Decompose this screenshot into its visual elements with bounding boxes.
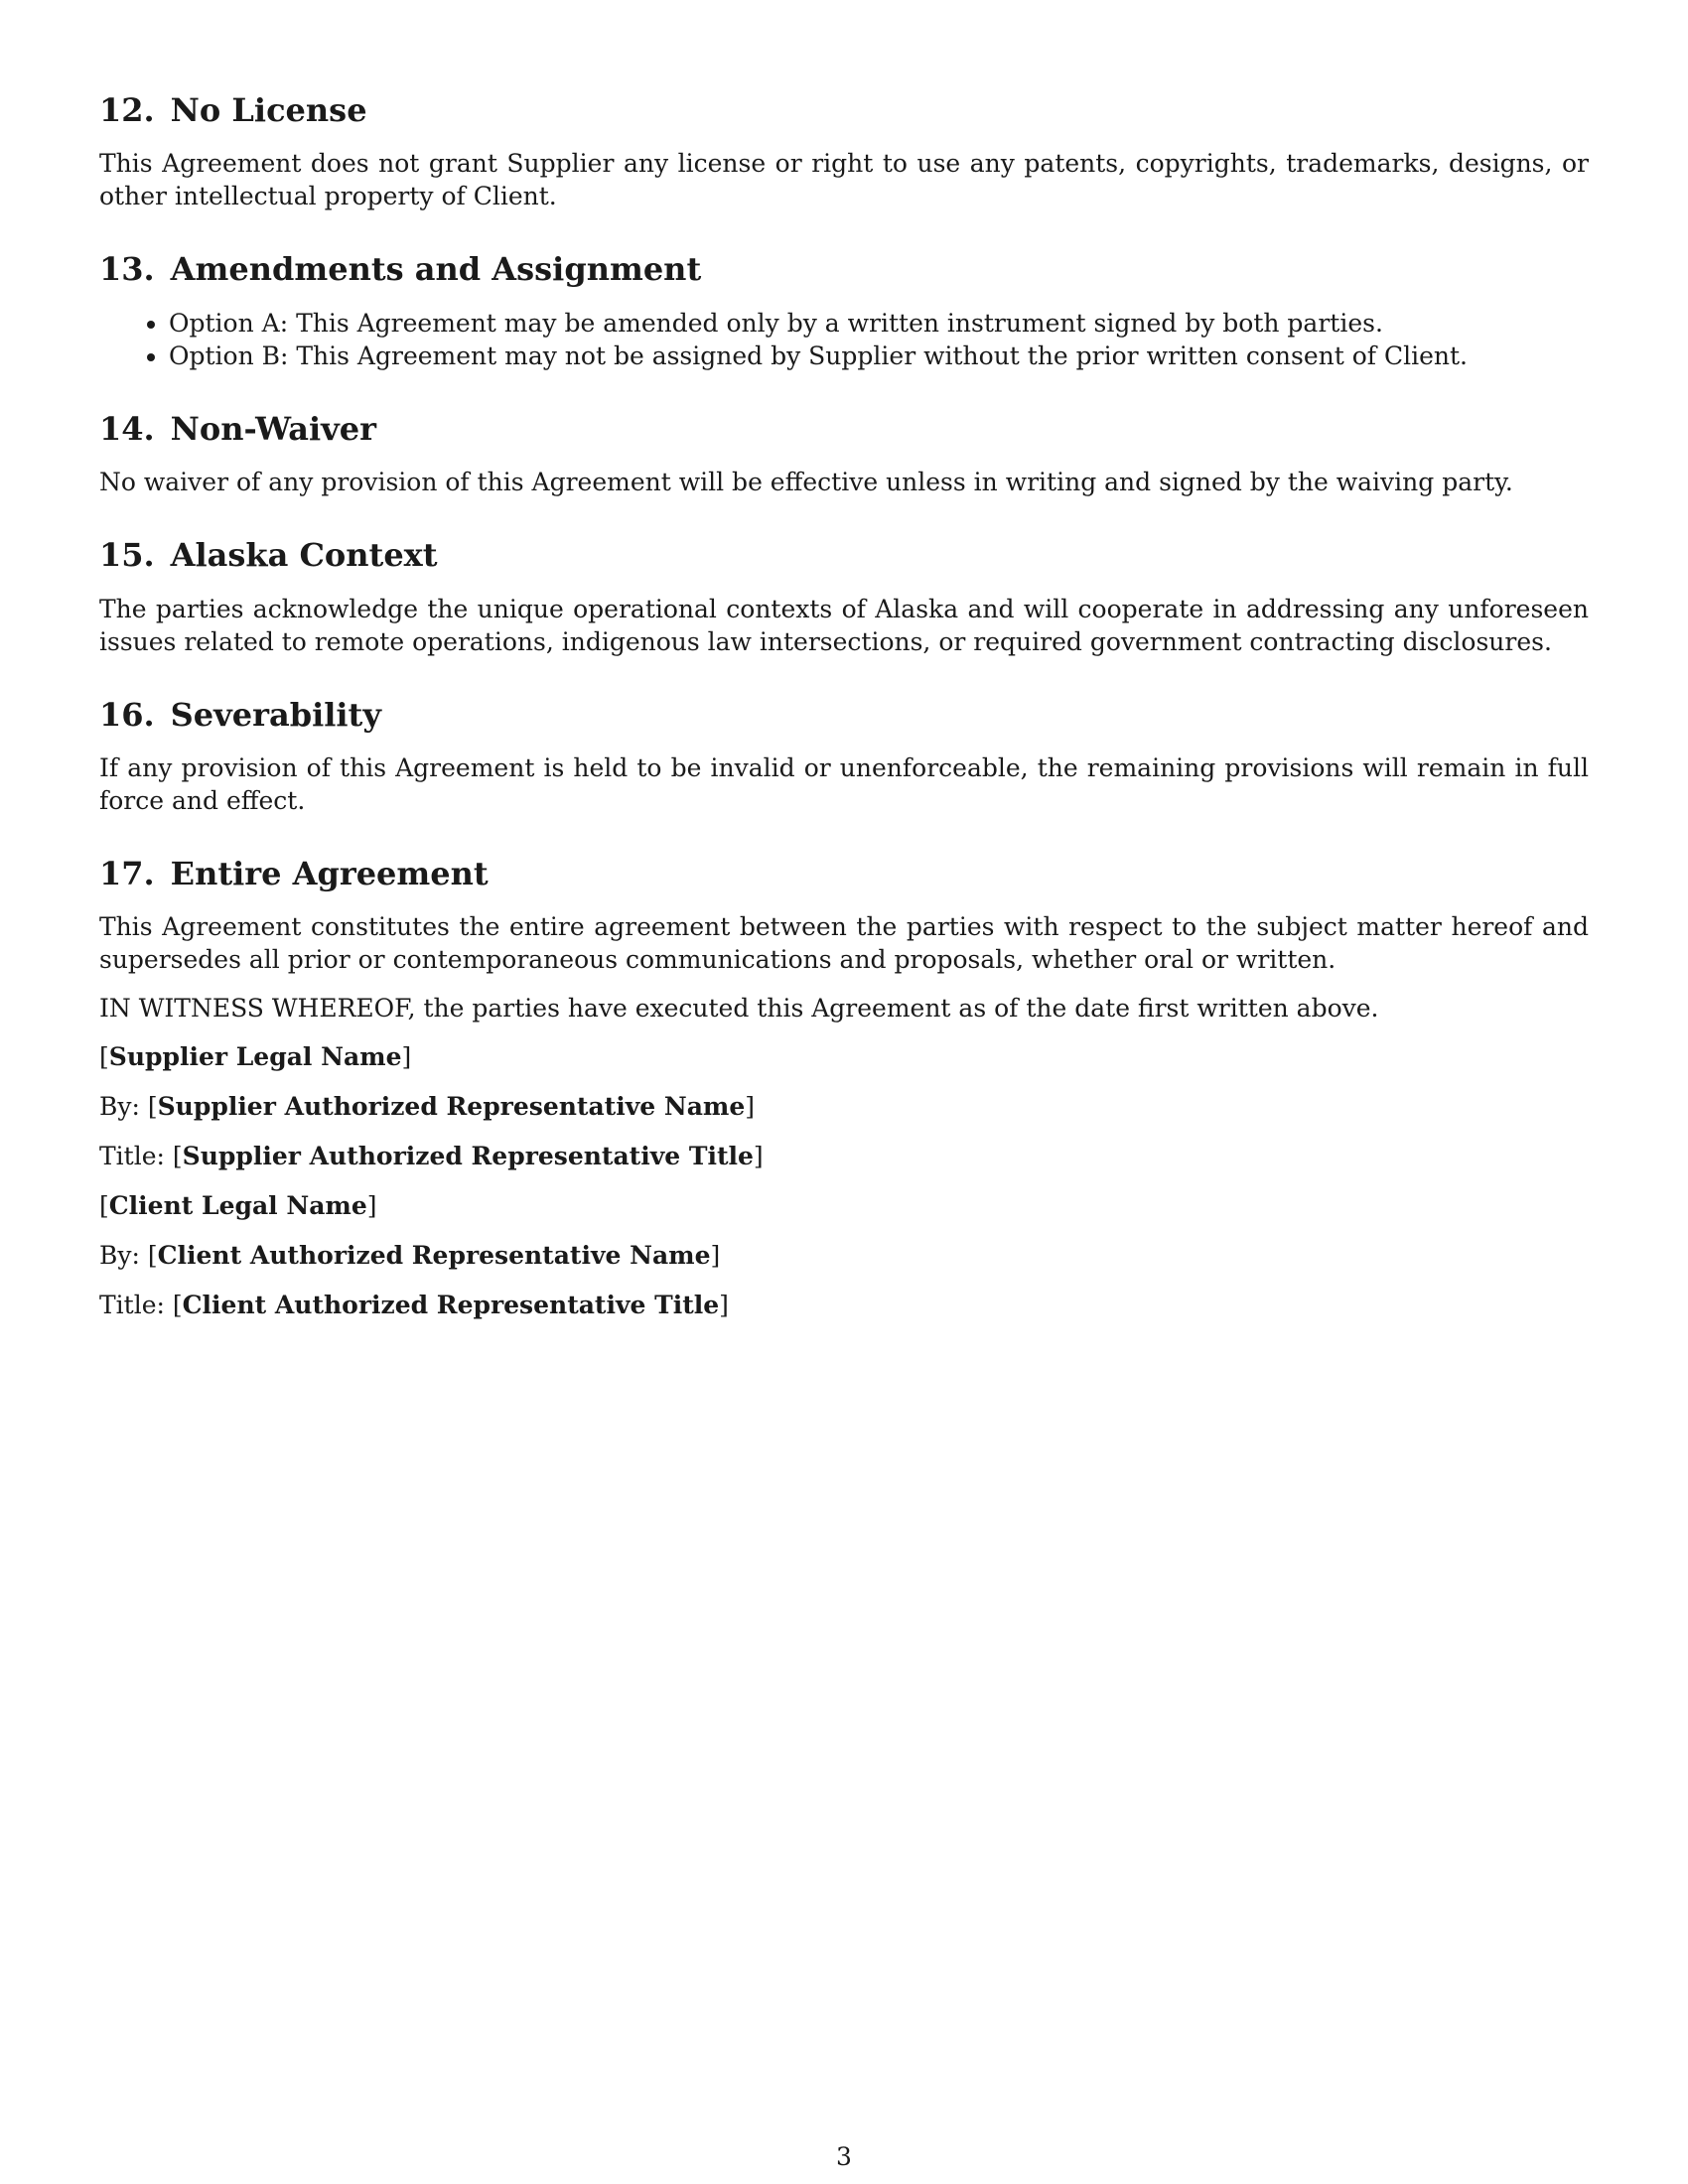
supplier-legal-name: [Supplier Legal Name] bbox=[99, 1042, 412, 1072]
witness-paragraph: IN WITNESS WHEREOF, the parties have executed this Agreement as of the date first written above. bbox=[99, 994, 1379, 1024]
section-heading: 14. Non-Waiver bbox=[99, 409, 376, 448]
supplier-title-line: Title: [Supplier Authorized Representative Title] bbox=[99, 1142, 764, 1171]
bullet-list bbox=[99, 307, 1589, 372]
section-amendments-assignment bbox=[99, 250, 1589, 371]
client-by-line: By: [Client Authorized Representative Name] bbox=[99, 1241, 721, 1271]
section-paragraph: No waiver of any provision of this Agreement will be effective unless in writing and signed by the waiving party. bbox=[99, 468, 1513, 497]
section-heading: 12. No License bbox=[99, 91, 367, 129]
section-alaska-context bbox=[99, 536, 1589, 657]
section-severability bbox=[99, 696, 1589, 817]
signature-block bbox=[99, 1040, 1589, 1321]
supplier-by-line: By: [Supplier Authorized Representative Name] bbox=[99, 1092, 756, 1122]
section-heading: 17. Entire Agreement bbox=[99, 854, 489, 892]
section-paragraph: This Agreement does not grant Supplier any license or right to use any patents, copyrights, trademarks, designs, or other intellectual property of Client. bbox=[99, 149, 1589, 211]
section-paragraph: This Agreement constitutes the entire agreement between the parties with respect to the subject matter hereof and supersedes all prior or contemporaneous communications and proposals, whether oral or written. bbox=[99, 912, 1589, 975]
section-entire-agreement bbox=[99, 855, 1589, 1024]
section-heading: 13. Amendments and Assignment bbox=[99, 250, 702, 289]
document-page bbox=[99, 91, 1589, 1338]
section-heading: 15. Alaska Context bbox=[99, 536, 438, 575]
section-paragraph: If any provision of this Agreement is held to be invalid or unenforceable, the remaining provisions will remain in full force and effect. bbox=[99, 752, 1589, 815]
section-paragraph: The parties acknowledge the unique operational contexts of Alaska and will cooperate in addressing any unforeseen issues related to remote operations, indigenous law intersections, or required government contracting disclosures. bbox=[99, 594, 1589, 656]
bullet-item: • Option A: This Agreement may be amended only by a written instrument signed by both parties. bbox=[169, 307, 1589, 340]
section-heading: 16. Severability bbox=[99, 695, 381, 734]
client-legal-name: [Client Legal Name] bbox=[99, 1191, 377, 1221]
section-non-waiver bbox=[99, 410, 1589, 498]
section-no-license bbox=[99, 91, 1589, 212]
page-number: 3 bbox=[836, 2142, 852, 2171]
bullet-item: • Option B: This Agreement may not be assigned by Supplier without the prior written consent of Client. bbox=[169, 340, 1589, 372]
client-title-line: Title: [Client Authorized Representative Title] bbox=[99, 1291, 729, 1320]
